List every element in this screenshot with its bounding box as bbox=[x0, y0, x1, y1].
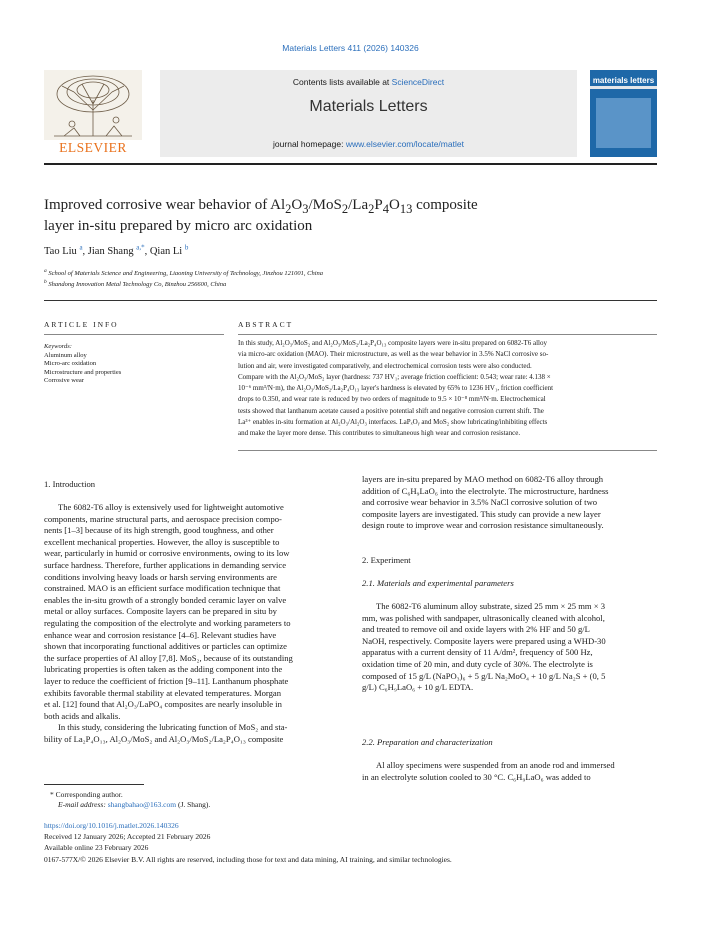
title-divider bbox=[44, 300, 657, 301]
author-name[interactable]: Jian Shang bbox=[87, 246, 134, 257]
keyword: Aluminum alloy bbox=[44, 351, 87, 359]
experiment-heading: 2. Experiment bbox=[362, 555, 411, 565]
text-line: composed of 15 g/L (NaPO₃)₆ + 5 g/L Na₂MoO₄ + 10 g/L Na₂S + (0, 5 bbox=[362, 670, 606, 681]
title-text: Improved corrosive wear behavior of Al bbox=[44, 197, 286, 213]
text-line: g/L) C₆H₉LaO₆ + 10 g/L EDTA. bbox=[362, 682, 474, 693]
text-line: design route to improve wear and corrosion resistance simultaneously. bbox=[362, 520, 604, 531]
affiliation-mark: b bbox=[44, 278, 47, 285]
materials-lines bbox=[362, 601, 657, 694]
abstract-line: tests showed that lanthanum acetate caused a positive potential shift and negative corrosion current shift. The bbox=[238, 406, 544, 415]
header-divider bbox=[44, 163, 657, 165]
text-line: lubricating properties is often taken as the adding component into the bbox=[44, 664, 283, 675]
author-list: Tao Liu $^a$, Jian Shang $^{a,*}$, Qian Li $^b$ bbox=[44, 243, 189, 257]
abstract-line: via micro-arc oxidation (MAO). Their microstructure, as well as the wear behavior in 3.5% NaCl corrosive so- bbox=[238, 350, 549, 359]
text-line: surface hardness. Therefore, further applications in demanding service bbox=[44, 559, 287, 570]
text-line: In this study, considering the lubricating function of MoS₂ and sta- bbox=[58, 722, 288, 733]
text-line: The 6082-T6 aluminum alloy substrate, sized 25 mm × 25 mm × 3 bbox=[376, 601, 606, 611]
elsevier-wordmark[interactable]: ELSEVIER bbox=[59, 140, 127, 155]
text-line: layer to reduce the coefficient of friction [9–11]. Lanthanum phosphate bbox=[44, 675, 289, 686]
text-line: both acids and alkalis. bbox=[44, 710, 121, 721]
text-line: enables the in-situ growth of a strongly bonded ceramic layer on valve bbox=[44, 594, 287, 605]
affiliation-b bbox=[44, 278, 227, 288]
introduction-heading: 1. Introduction bbox=[44, 479, 96, 489]
text-line: layers are in-situ prepared by MAO method on 6082-T6 alloy through bbox=[362, 474, 604, 484]
abstract-line: In this study, Al₂O₃/MoS₂ and Al₂O₃/MoS₂/La₂P₄O₁₃ composite layers were in-situ prepared on 6082-T6 alloy bbox=[238, 339, 547, 347]
text-line: constrained. MAO is an efficient surface modification technique that bbox=[44, 583, 281, 594]
intro-paragraph-2 bbox=[44, 722, 339, 745]
author-affiliation-mark[interactable]: a,* bbox=[136, 243, 145, 252]
text-line: bility of La₂P₄O₁₃, Al₂O₃/MoS₂ and Al₂O₃/MoS₂/La₂P₄O₁₃ composite bbox=[44, 733, 284, 744]
text-line: et al. [12] found that Al₂O₃/LaPO₄ composites are nearly insoluble in bbox=[44, 699, 282, 710]
text-line: and corrosive wear behavior in 3.5% NaCl corrosive solution of two bbox=[362, 497, 598, 508]
title-sub: 3 bbox=[302, 202, 309, 216]
journal-reference[interactable]: Materials Letters 411 (2026) 140326 bbox=[282, 43, 419, 53]
keyword: Micro-arc oxidation bbox=[44, 360, 97, 367]
affiliation-text: School of Materials Science and Engineering, Liaoning University of Technology, Jinzhou 121001, China bbox=[48, 270, 324, 277]
title-line-2: layer in-situ prepared by micro arc oxidation bbox=[44, 218, 313, 234]
abstract-line: lution and air, were investigated comparatively, and electrochemical corrosion tests were also conducted. bbox=[238, 361, 532, 370]
keywords-label: Keywords: bbox=[44, 343, 72, 350]
text-line: composite layers are investigated. This study can provide a new layer bbox=[362, 508, 601, 519]
text-line: and treated to remove oil and oxide layers with 2% HF and 50 g/L bbox=[362, 624, 590, 635]
homepage-line bbox=[160, 139, 577, 149]
materials-subheading: 2.1. Materials and experimental parameters bbox=[362, 578, 514, 588]
title-text: /MoS bbox=[308, 197, 342, 213]
affiliation-text: Shandong Innovation Metal Technology Co, Binzhou 256600, China bbox=[48, 281, 227, 288]
text-line: enhance wear and corrosion resistance [4–6]. Relevant studies have bbox=[44, 629, 277, 640]
cover-image bbox=[596, 98, 651, 148]
corresponding-author-note: * Corresponding author. bbox=[50, 790, 123, 799]
email-label: E-mail address: bbox=[58, 800, 108, 809]
text-line: metal or alloy surfaces. Composite layers can be prepared in situ by bbox=[44, 606, 277, 617]
keyword: Microstructure and properties bbox=[44, 368, 122, 376]
footnote-divider bbox=[44, 784, 144, 785]
journal-title: Materials Letters bbox=[309, 98, 428, 115]
intro-paragraph-1 bbox=[44, 502, 339, 722]
abstract-line: 10⁻⁶ mm³/N·m), the Al₂O₃/MoS₂/La₂P₄O₁₃ layer's hardness is elevated by 65% to 1236 HV₁, friction coefficient bbox=[238, 384, 554, 393]
author-affiliation-mark[interactable]: a bbox=[79, 243, 83, 252]
author-affiliation-mark[interactable]: b bbox=[184, 243, 189, 252]
sciencedirect-link[interactable]: ScienceDirect bbox=[391, 77, 445, 87]
preparation-lines bbox=[362, 760, 657, 783]
text-line: exhibits favorable thermal stability at elevated temperatures. Morgan bbox=[44, 687, 282, 698]
left-column bbox=[44, 502, 339, 745]
right-column-top bbox=[362, 474, 657, 532]
text-line: nents [1–3] because of its high strength, good toughness, and other bbox=[44, 525, 274, 536]
text-line: apparatus with a current density of 11 A/dm², frequency of 500 Hz, bbox=[362, 647, 593, 658]
text-line: in an electrolyte solution cooled to 30 °C. C₆H₉LaO₆ was added to bbox=[362, 771, 591, 782]
author-name[interactable]: Qian Li bbox=[149, 246, 183, 257]
text-line: Al alloy specimens were suspended from an anode rod and immersed bbox=[376, 760, 615, 770]
affiliation-a bbox=[44, 267, 324, 277]
doi-link[interactable]: https://doi.org/10.1016/j.matlet.2026.140326 bbox=[44, 821, 179, 830]
title-sub: 13 bbox=[399, 202, 413, 216]
contents-prefix: Contents lists available at bbox=[292, 77, 392, 87]
text-line: mm, was polished with sandpaper, ultrasonically cleaned with alcohol, bbox=[362, 612, 605, 623]
online-date: Available online 23 February 2026 bbox=[44, 843, 149, 852]
homepage-link[interactable]: www.elsevier.com/locate/matlet bbox=[345, 139, 464, 149]
abstract-divider bbox=[238, 334, 657, 335]
title-sub: 2 bbox=[341, 202, 349, 216]
text-line: oxidation time of 20 min, and duty cycle of 30%. The electrolyte is bbox=[362, 658, 593, 669]
abstract-heading: ABSTRACT bbox=[238, 320, 294, 329]
text-line: addition of C₆H₉LaO₆ into the electrolyte. The microstructure, hardness bbox=[362, 485, 609, 496]
abstract-text bbox=[238, 338, 657, 440]
title-text: P bbox=[374, 197, 383, 213]
homepage-prefix: journal homepage: bbox=[273, 139, 346, 149]
author-name[interactable]: Tao Liu bbox=[44, 246, 77, 257]
cover-title: materials letters bbox=[592, 76, 655, 85]
title-text: O bbox=[291, 197, 303, 213]
journal-cover-thumbnail[interactable] bbox=[590, 70, 657, 157]
text-line: NaOH, respectively. Composite layers were prepared using a WHD-30 bbox=[362, 635, 606, 646]
copyright-notice: 0167-577X/© 2026 Elsevier B.V. All rights are reserved, including those for text and data mining, AI training, and similar technologies. bbox=[44, 855, 452, 864]
title-text: /La bbox=[348, 197, 369, 213]
preparation-subheading: 2.2. Preparation and characterization bbox=[362, 737, 493, 747]
info-divider bbox=[44, 334, 224, 335]
title-sub: 2 bbox=[368, 202, 375, 216]
abstract-bottom-divider bbox=[238, 450, 657, 451]
title-sub: 2 bbox=[285, 202, 292, 216]
text-line: shown that incorporating functional additives or particles can optimize bbox=[44, 641, 287, 652]
email-link[interactable]: shangbahao@163.com bbox=[107, 800, 177, 809]
text-line: regulating the composition of the electrolyte and working parameters to bbox=[44, 617, 291, 628]
cover-band bbox=[590, 86, 657, 89]
article-title bbox=[44, 195, 604, 237]
keywords-block bbox=[44, 343, 121, 386]
materials-paragraph bbox=[362, 601, 657, 694]
received-dates: Received 12 January 2026; Accepted 21 February 2026 bbox=[44, 832, 211, 841]
abstract-line: La³⁺ enables in-situ formation at Al₂O₃/Al₂O₃ interfaces. LaPₓOᵧ and MoS₂ show lubricating/inhibiting effects bbox=[238, 418, 548, 427]
abstract-line: Compare with the Al₂O₃/MoS₂ layer (hardness: 737 HV₁; average friction coefficient: 0.543; wear rate: 4.138 × bbox=[238, 372, 551, 381]
title-sub: 4 bbox=[382, 202, 389, 216]
keyword: Corrosive wear bbox=[44, 377, 84, 384]
affiliation-mark: a bbox=[44, 267, 47, 274]
article-info-heading: ARTICLE INFO bbox=[44, 320, 119, 329]
title-text: composite bbox=[412, 197, 478, 213]
text-line: components, marine structural parts, and aerospace precision compo- bbox=[44, 513, 282, 524]
abstract-line: and make the layer more dense. This contributes to simultaneous high wear and corrosion resistance. bbox=[238, 429, 521, 438]
text-line: conditions involving heavy loads or harsh serving environments are bbox=[44, 571, 277, 582]
text-line: excellent mechanical properties. However, the alloy is susceptible to bbox=[44, 536, 280, 547]
text-line: The 6082-T6 alloy is extensively used for lightweight automotive bbox=[58, 502, 284, 512]
email-line bbox=[58, 800, 210, 809]
email-suffix: (J. Shang). bbox=[176, 800, 211, 809]
title-text: O bbox=[388, 197, 400, 213]
text-line: wear, particularly in humid or corrosive environments, owing to its low bbox=[44, 548, 290, 559]
text-line: the surface properties of Al alloy [7,8]. MoS₂, because of its outstanding bbox=[44, 652, 293, 663]
intro-paragraph-2-continued bbox=[362, 474, 657, 532]
preparation-paragraph bbox=[362, 760, 657, 783]
contents-line bbox=[160, 77, 577, 87]
abstract-line: drops to 0.350, and wear rate is reduced by two orders of magnitude to 9.5 × 10⁻⁸ mm³/N·m. Electrochemical bbox=[238, 395, 546, 404]
